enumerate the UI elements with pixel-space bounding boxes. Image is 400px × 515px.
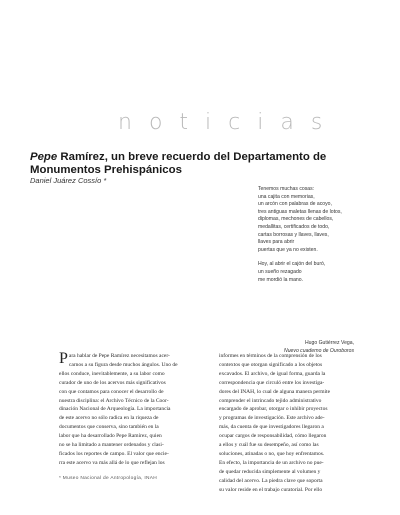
body-line: de quedar reducida simplemente al volumen y	[219, 468, 321, 475]
body-line: ocupar cargos de responsabilidad, cómo llegaron	[219, 433, 327, 440]
body-line: a ellos y cuál fue su desempeño, así como las	[219, 442, 319, 449]
poem-line: diplomas, mechones de cabellos,	[258, 216, 334, 223]
poem-line: cartas borrosas y llaves, llaves,	[258, 231, 329, 238]
section-label: noticias	[118, 110, 340, 135]
body-line: rra este acervo va más allá de lo que reflejan los	[59, 459, 165, 466]
footnote: * Museo Nacional de Antropología, INAH	[59, 476, 158, 481]
drop-cap: P	[59, 350, 68, 367]
body-line: no se ha limitado a mantener ordenados y clasi-	[59, 442, 164, 449]
body-line: calidad del acervo. La piedra clave que soporta	[219, 477, 323, 484]
body-line: documentos que conserva, sino también en la	[59, 424, 159, 431]
poem-line: un sueño rezagado	[258, 268, 302, 275]
body-line: su valor reside en el trabajo curatorial. Por ello	[219, 486, 323, 493]
body-line: dores del INAH, lo cual de alguna manera permite	[219, 388, 331, 395]
poem-line: puertas que ya no existen.	[258, 246, 318, 253]
body-line: contextos que otorgan significado a los objetos	[219, 361, 323, 368]
body-line: carnos a su figura desde muchos ángulos. Uno de	[68, 361, 178, 368]
body-line: En efecto, la importancia de un archivo no pue-	[219, 459, 324, 466]
poem-line: llaves para abrir	[258, 239, 295, 246]
body-line: excavados. El archivo, de igual forma, guarda la	[219, 370, 326, 377]
author-byline: Daniel Juárez Cossío *	[30, 176, 107, 185]
body-line: soluciones, atinadas o no, que hoy enfrentamos.	[219, 450, 325, 457]
title-rest: Ramírez, un breve recuerdo del Departamento de Monumentos Prehispánicos	[30, 151, 327, 176]
body-column-right	[219, 352, 375, 495]
body-line: más, da cuenta de que investigadores llegaron a	[219, 424, 324, 431]
body-line: y programas de investigación. Este archivo ade-	[219, 415, 325, 422]
body-line: informes en términos de la comprensión de los	[219, 353, 322, 359]
poem-line: un arcón con palabras de acoyo,	[258, 201, 332, 208]
body-line: con que contamos para conocer el desarrollo de	[59, 388, 164, 395]
poem-line: me mordió la mano.	[258, 276, 304, 283]
body-line: ficados los reportes de campo. El valor que encie-	[59, 450, 169, 457]
epigraph-poem	[258, 186, 378, 284]
body-line: de este acervo no sólo radica en la riqueza de	[59, 415, 159, 422]
poem-line: Tenemos muchas cosas:	[258, 186, 315, 192]
poem-line: tres antiguas maletas llenas de lotos,	[258, 208, 342, 215]
body-line: labor que ha desarrollado Pepe Ramírez, quien	[59, 433, 162, 440]
title-italic-part: Pepe	[30, 151, 58, 163]
body-line: comprender el intrincado tejido administrativo	[219, 397, 322, 404]
poem-line: medallitas, certificados de todo,	[258, 223, 330, 230]
article-title	[30, 151, 380, 176]
body-line: nuestra disciplina: el Archivo Técnico de la Coor-	[59, 397, 169, 404]
body-column-left	[59, 352, 209, 468]
poem-line: Hoy, al abrir el cajón del buró,	[258, 261, 326, 268]
attribution-author: Hugo Gutiérrez Vega,	[305, 340, 354, 346]
body-line: dinación Nacional de Arqueología. La importancia	[59, 406, 171, 413]
attribution-work: Nuevo cuaderno de Ouroboros	[284, 347, 354, 354]
body-line: ara hablar de Pepe Ramírez necesitamos acer-	[68, 353, 170, 359]
body-line: correspondencia que circuló entre los investiga-	[219, 379, 325, 386]
poem-line: una cajita con memorias,	[258, 193, 315, 200]
body-line: curador de uno de los acervos más significativos	[59, 379, 166, 386]
body-line: ellos conduce, inevitablemente, a su labor como	[59, 370, 165, 377]
body-line: encargado de aprobar, otorgar o inhibir proyectos	[219, 406, 328, 413]
